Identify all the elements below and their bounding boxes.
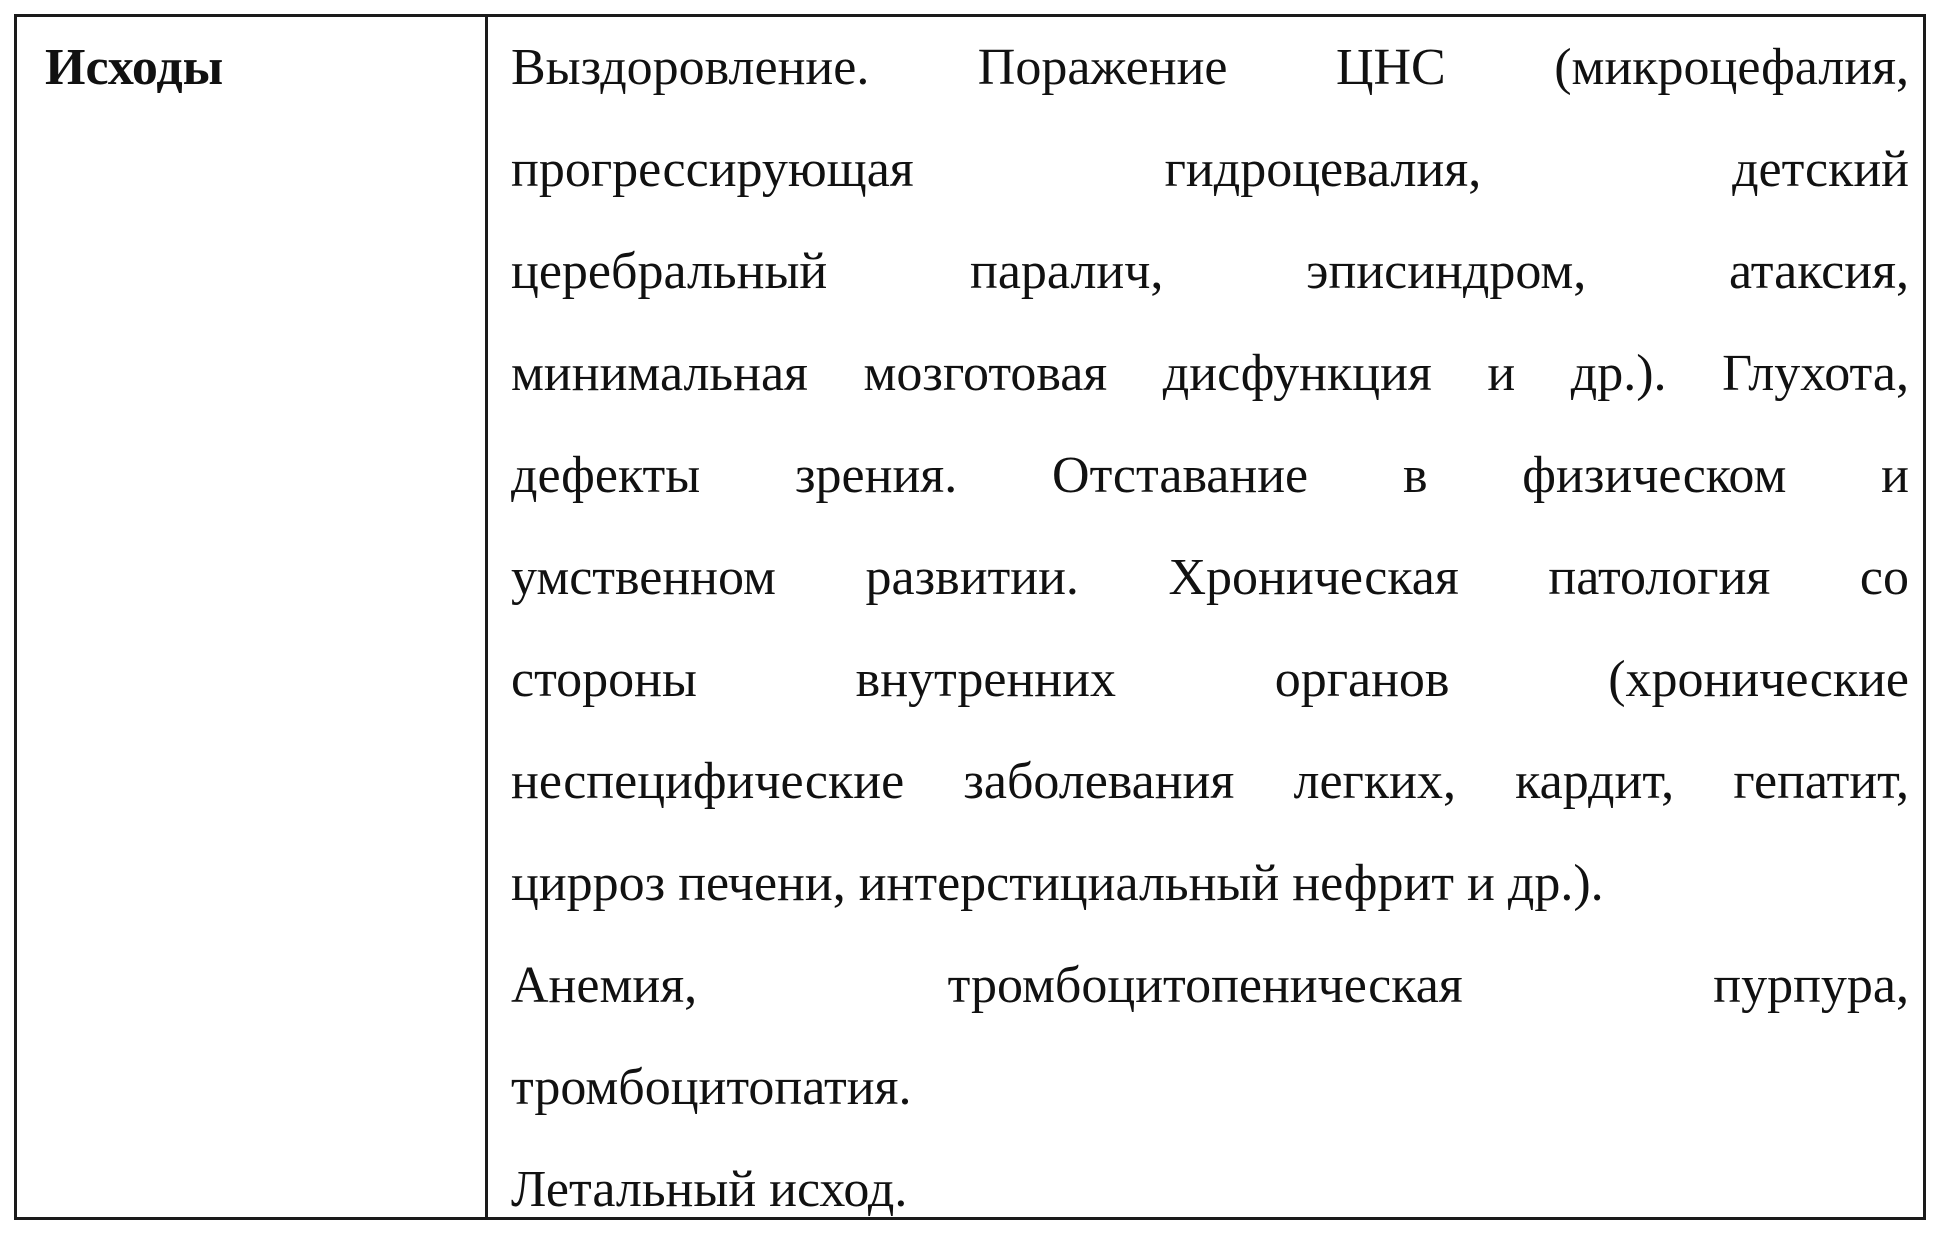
outcomes-description [511,31,1909,1255]
text-line: Выздоровление. Поражение ЦНС (микроцефалия, [511,39,1909,96]
text-line: минимальная мозготовая дисфункция и др.). Глухота, [511,345,1909,402]
text-line: Анемия, тромбоцитопеническая пурпура, [511,957,1909,1014]
text-line: церебральный паралич, эписиндром, атаксия, [511,243,1909,300]
row-label-outcomes: Исходы [45,39,224,96]
column-divider [485,17,488,1217]
text-line: стороны внутренних органов (хронические [511,651,1909,708]
text-line: умственном развитии. Хроническая патология со [511,549,1909,606]
text-line: Летальный исход. [511,1161,908,1218]
text-line: неспецифические заболевания легких, кардит, гепатит, [511,753,1909,810]
outcomes-table [14,14,1926,1220]
text-line: тромбоцитопатия. [511,1059,912,1116]
text-line: прогрессирующая гидроцевалия, детский [511,141,1909,198]
text-line: дефекты зрения. Отставание в физическом и [511,447,1909,504]
text-line: цирроз печени, интерстициальный нефрит и др.). [511,855,1604,912]
